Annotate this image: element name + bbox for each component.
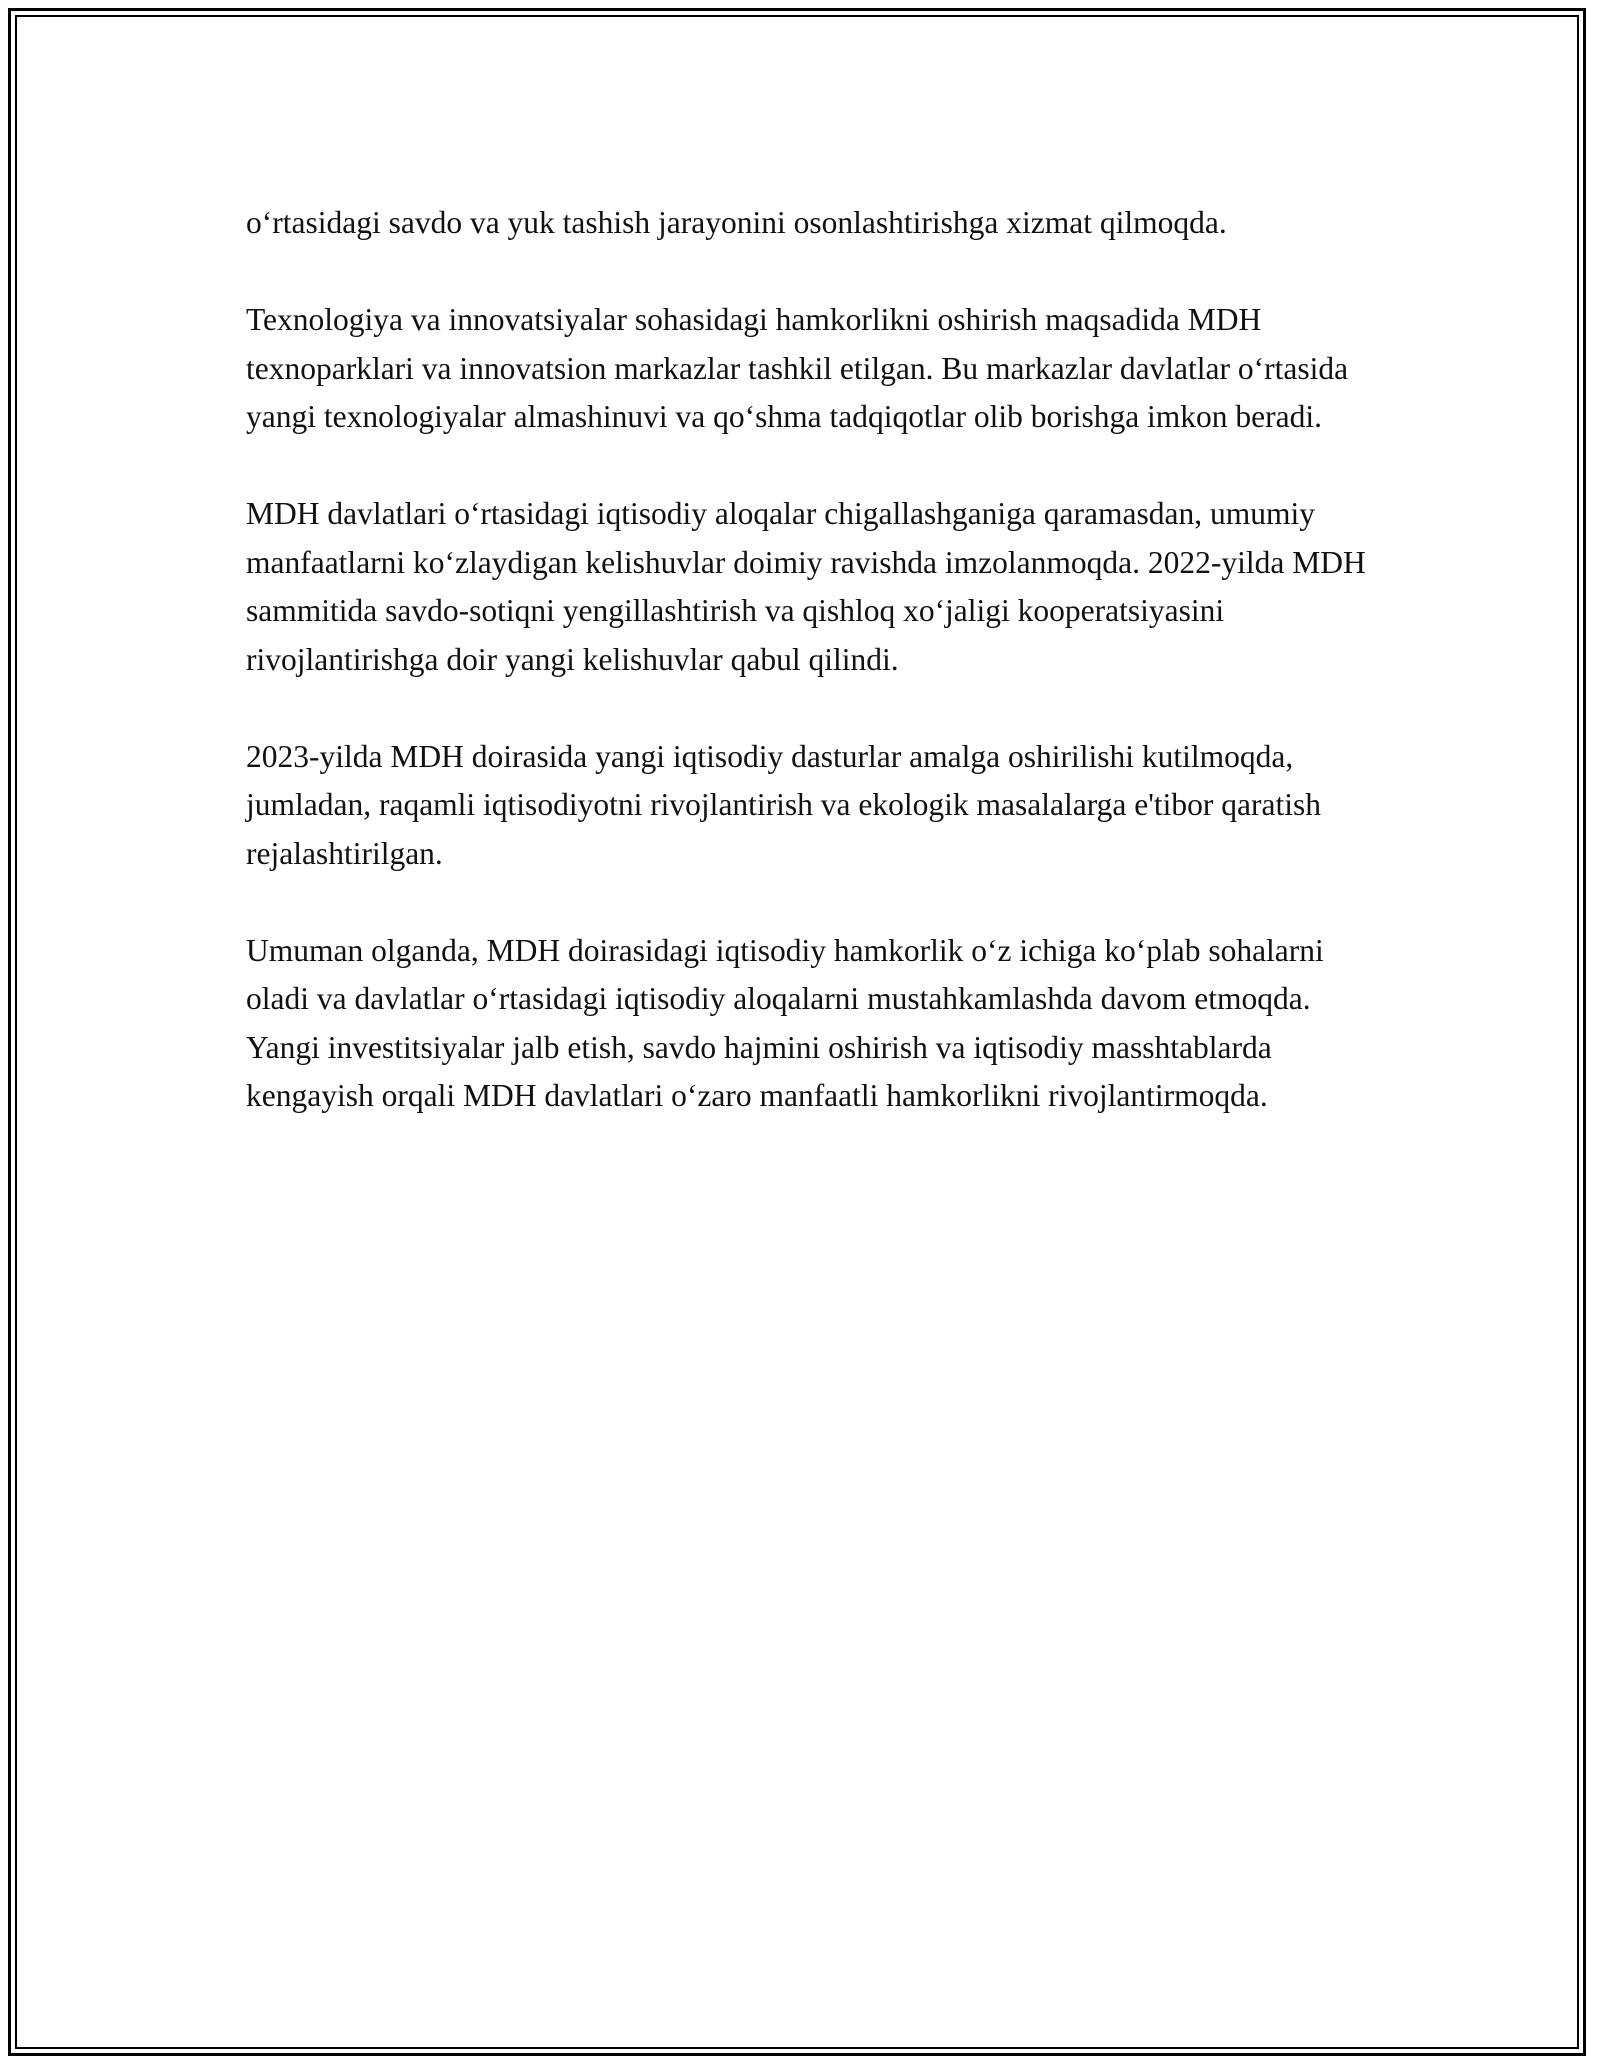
paragraph-technology-innovation: Texnologiya va innovatsiyalar sohasidagi hamkorlikni oshirish maqsadida MDH texnoparklari va innovatsion markazlar tashkil etilgan. Bu markazlar davlatlar o‘rtasida yangi texnologiyalar almashinuvi va qo‘shma tadqiqotlar olib borishga imkon beradi.	[246, 302, 1349, 434]
page-border	[8, 8, 1586, 2056]
paragraph-economic-agreements: MDH davlatlari o‘rtasidagi iqtisodiy aloqalar chigallashganiga qaramasdan, umumiy manfaatlarni ko‘zlaydigan kelishuvlar doimiy ravishda imzolanmoqda. 2022-yilda MDH sammitida savdo-sotiqni yengillashtirish va qishloq xo‘jaligi kooperatsiyasini rivojlantirishga doir yangi kelishuvlar qabul qilindi.	[246, 496, 1366, 677]
paragraph-2023-programs: 2023-yilda MDH doirasida yangi iqtisodiy dasturlar amalga oshirilishi kutilmoqda, jumladan, raqamli iqtisodiyotni rivojlantirish va ekologik masalalarga e'tibor qaratish rejalashtirilgan.	[246, 738, 1321, 871]
paragraph-trade-transport: o‘rtasidagi savdo va yuk tashish jarayonini osonlashtirishga xizmat qilmoqda.	[246, 205, 1227, 240]
paragraph-conclusion: Umuman olganda, MDH doirasidagi iqtisodiy hamkorlik o‘z ichiga ko‘plab sohalarni oladi va davlatlar o‘rtasidagi iqtisodiy aloqalarni mustahkamlashda davom etmoqda. Yangi investitsiyalar jalb etish, savdo hajmini oshirish va iqtisodiy masshtablarda kengayish orqali MDH davlatlari o‘zaro manfaatli hamkorlikni rivojlantirmoqda.	[246, 932, 1324, 1113]
document-body	[246, 199, 1386, 1169]
